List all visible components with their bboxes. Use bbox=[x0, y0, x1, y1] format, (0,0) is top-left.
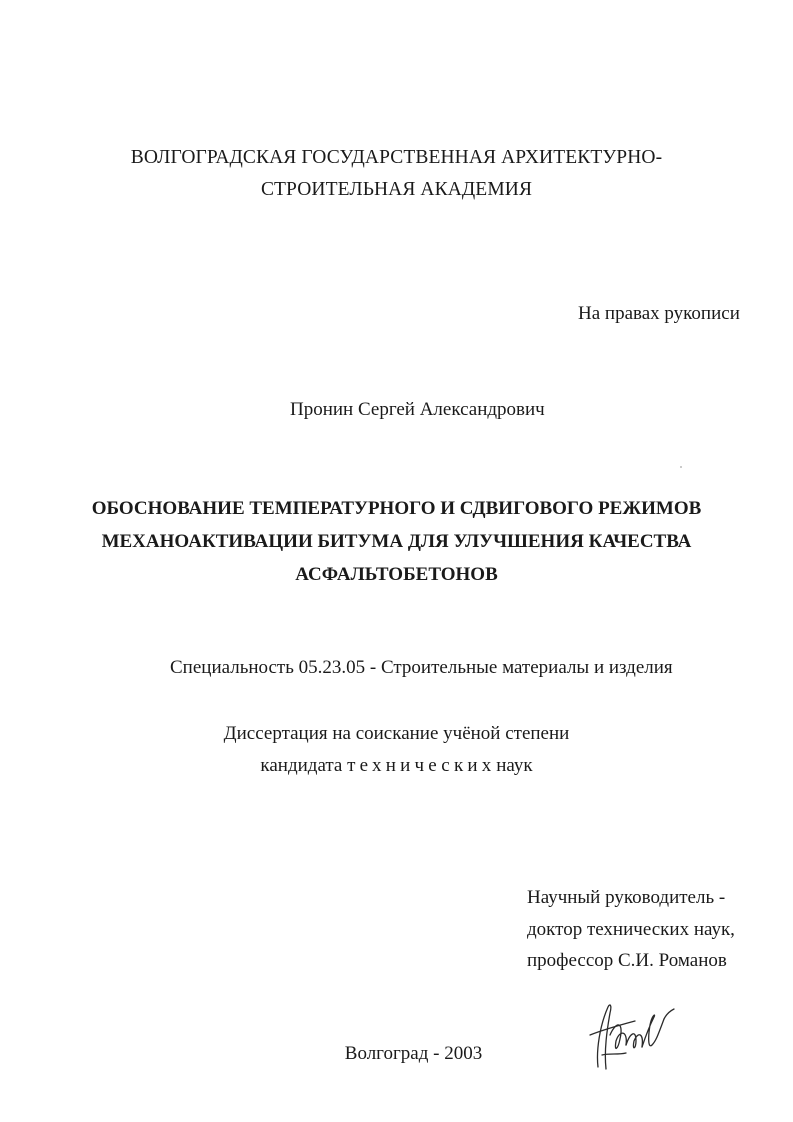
author-name: Пронин Сергей Александрович bbox=[290, 399, 545, 420]
degree-line-2 bbox=[0, 750, 793, 782]
institution-line-2: СТРОИТЕЛЬНАЯ АКАДЕМИЯ bbox=[260, 179, 533, 200]
degree-statement bbox=[0, 718, 793, 782]
degree-field: технических bbox=[347, 755, 496, 776]
institution-line-1: ВОЛГОГРАДСКАЯ ГОСУДАРСТВЕННАЯ АРХИТЕКТУРНО- bbox=[130, 147, 663, 168]
advisor-line-3: профессор С.И. Романов bbox=[527, 950, 727, 971]
title-line-2: МЕХАНОАКТИВАЦИИ БИТУМА ДЛЯ УЛУЧШЕНИЯ КАЧЕСТВА bbox=[101, 531, 692, 552]
institution-name bbox=[0, 142, 793, 206]
advisor-line-1: Научный руководитель - bbox=[527, 887, 726, 908]
scan-speck bbox=[680, 466, 682, 468]
rights-note: На правах рукописи bbox=[578, 303, 740, 324]
degree-prefix: кандидата bbox=[260, 755, 343, 776]
scientific-advisor bbox=[527, 882, 735, 977]
title-line-1: ОБОСНОВАНИЕ ТЕМПЕРАТУРНОГО И СДВИГОВОГО РЕЖИМОВ bbox=[91, 498, 702, 519]
degree-line-1: Диссертация на соискание учёной степени bbox=[223, 723, 570, 744]
degree-suffix: наук bbox=[496, 755, 533, 776]
dissertation-title bbox=[0, 492, 793, 591]
advisor-line-2: доктор технических наук, bbox=[527, 918, 735, 940]
title-line-3: АСФАЛЬТОБЕТОНОВ bbox=[295, 564, 498, 585]
city-year: Волгоград - 2003 bbox=[344, 1043, 483, 1064]
speciality: Специальность 05.23.05 - Строительные материалы и изделия bbox=[170, 657, 673, 678]
